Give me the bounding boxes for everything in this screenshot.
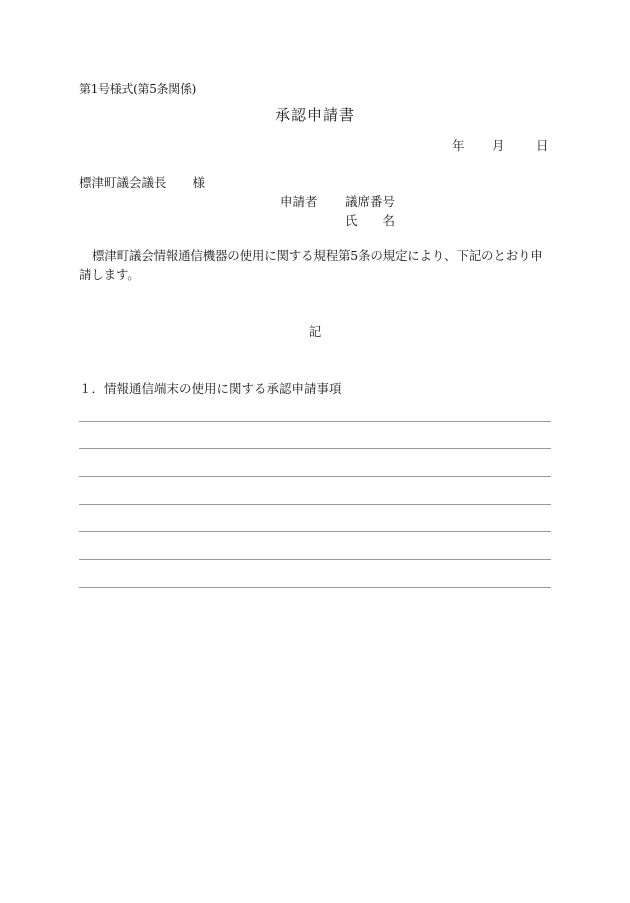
entry-line[interactable] [79, 504, 551, 505]
ki-label: 記 [308, 324, 322, 339]
entry-line[interactable] [79, 587, 551, 588]
name-label: 氏 名 [345, 213, 396, 228]
document-title: 承認申請書 [274, 106, 355, 124]
seat-number-label: 議席番号 [345, 194, 396, 209]
date-year-label: 年 [452, 138, 465, 153]
date-month-label: 月 [492, 138, 505, 153]
entry-line[interactable] [79, 559, 551, 560]
application-body-text: 標津町議会情報通信機器の使用に関する規程第5条の規定により、下記のとおり申請します。 [79, 248, 543, 282]
entry-line[interactable] [79, 421, 551, 422]
addressee-name: 標津町議会議長 [79, 175, 167, 190]
date-day-label: 日 [536, 138, 549, 153]
entry-line[interactable] [79, 476, 551, 477]
form-number: 第1号様式(第5条関係) [79, 82, 197, 96]
date-line [452, 136, 549, 154]
addressee-honorific: 様 [192, 175, 206, 190]
item-heading: １．情報通信端末の使用に関する承認申請事項 [79, 381, 342, 396]
applicant-label: 申請者 [280, 194, 318, 209]
entry-line[interactable] [79, 448, 551, 449]
addressee [79, 173, 205, 191]
entry-line[interactable] [79, 531, 551, 532]
